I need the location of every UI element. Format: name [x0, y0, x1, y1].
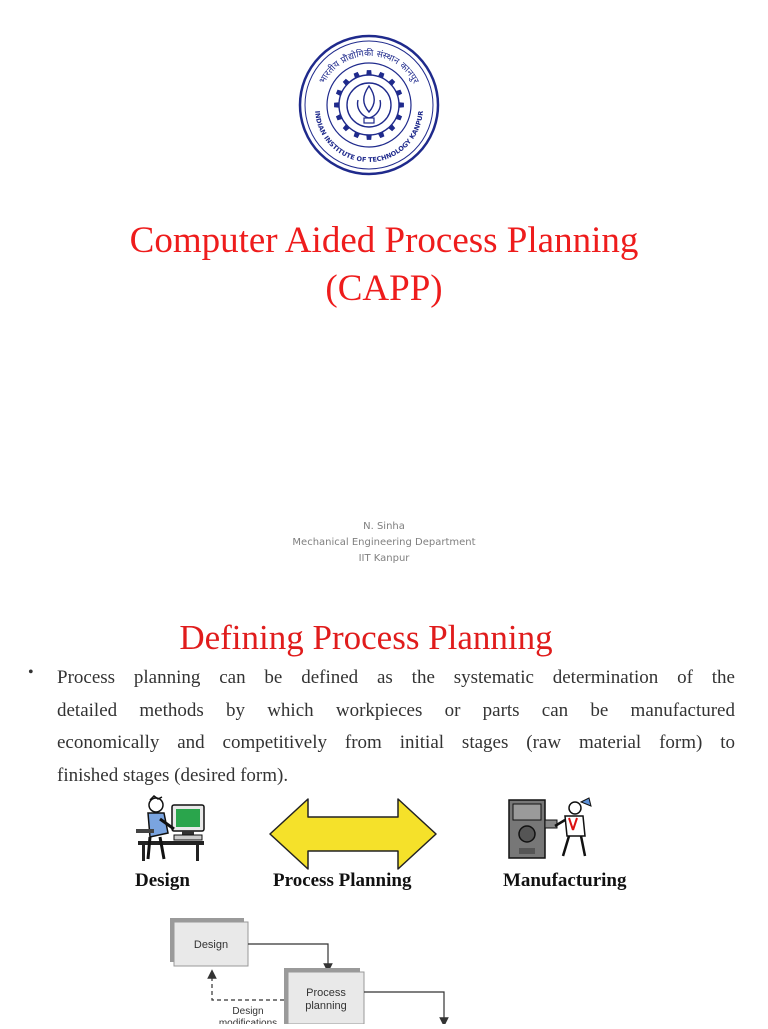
design-box — [170, 918, 248, 966]
institute-logo — [298, 34, 440, 176]
flow-label-design: Design — [135, 870, 190, 891]
double-headed-arrow-icon — [268, 797, 438, 871]
title-line-1: Computer Aided Process Planning — [129, 220, 639, 261]
flow-label-manufacturing: Manufacturing — [503, 870, 627, 891]
paragraph-line: Process planning can be defined as the systematic determination of the — [57, 667, 735, 688]
process-planning-box — [284, 968, 364, 1024]
feedback-label-1: Design — [232, 1006, 264, 1017]
flow-label-process-planning: Process Planning — [273, 870, 412, 891]
paragraph-line: finished stages (desired form). — [57, 764, 289, 786]
bullet-marker: • — [28, 664, 34, 681]
feedback-label-2: modifications — [218, 1018, 278, 1024]
person-at-computer-icon — [130, 793, 210, 863]
process-planning-box-label-1: Process — [306, 987, 346, 999]
section-heading: Defining Process Planning — [179, 618, 553, 657]
title-line-2: (CAPP) — [325, 268, 443, 309]
author-department: Mechanical Engineering Department — [292, 537, 476, 548]
process-flow-diagram — [150, 910, 610, 1024]
logo-arc-text-top: भारतीय प्रौद्योगिकी संस्थान कानपुर — [317, 48, 421, 86]
process-planning-box-label-2: planning — [305, 1000, 347, 1012]
paragraph-line: economically and competitively from initial stages (raw material form) to — [57, 732, 735, 753]
author-name: N. Sinha — [363, 521, 405, 532]
definition-paragraph — [57, 662, 735, 792]
machine-worker-icon — [503, 794, 595, 860]
author-institute: IIT Kanpur — [358, 553, 410, 564]
logo-arc-text-bottom: INDIAN INSTITUTE OF TECHNOLOGY KANPUR — [313, 110, 425, 165]
iit-kanpur-seal-icon — [298, 34, 440, 176]
gear-tooth — [399, 102, 404, 107]
design-box-label: Design — [193, 939, 229, 951]
paragraph-line: detailed methods by which workpieces or parts can be manufactured — [57, 699, 735, 721]
gear-tooth — [334, 102, 339, 107]
gear-tooth — [366, 70, 371, 75]
gear-tooth — [366, 135, 371, 140]
